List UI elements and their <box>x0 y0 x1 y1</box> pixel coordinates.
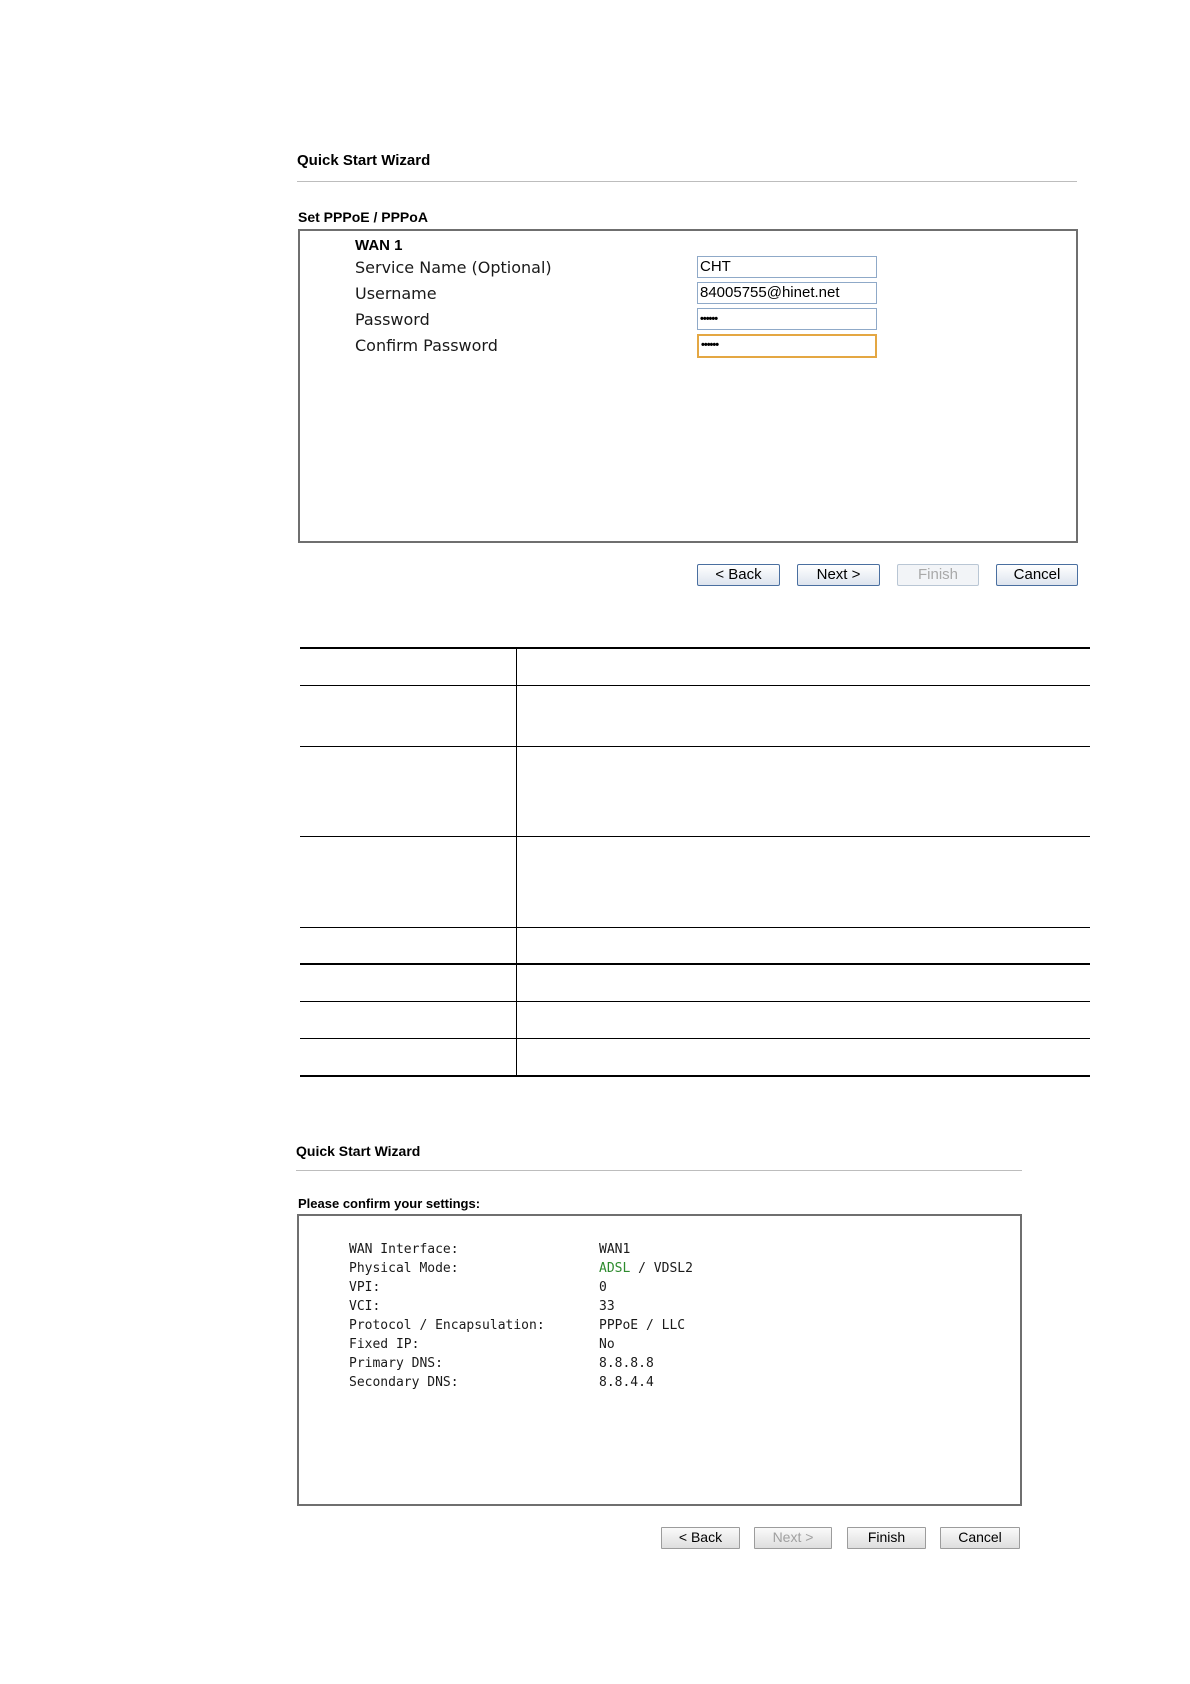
wizard2-title-divider <box>296 1170 1022 1171</box>
confirm-password-input[interactable]: •••••• <box>697 334 877 358</box>
fixed-ip-value: No <box>599 1337 615 1352</box>
wan-label: WAN 1 <box>355 237 403 254</box>
password-input[interactable]: •••••• <box>697 308 877 330</box>
username-input[interactable]: 84005755@hinet.net <box>697 282 877 304</box>
pppoe-settings-panel <box>298 229 1078 543</box>
table-row-divider <box>300 836 1090 837</box>
physical-mode-rest: / VDSL2 <box>630 1261 693 1276</box>
password-label: Password <box>355 310 430 329</box>
secondary-dns-label: Secondary DNS: <box>349 1375 459 1390</box>
pppoe-section-title: Set PPPoE / PPPoA <box>298 209 428 225</box>
wan-interface-label: WAN Interface: <box>349 1242 459 1257</box>
secondary-dns-value: 8.8.4.4 <box>599 1375 654 1390</box>
back-button[interactable]: < Back <box>697 564 780 586</box>
table-row-divider <box>300 1038 1090 1039</box>
physical-mode-adsl: ADSL <box>599 1261 631 1276</box>
finish-button[interactable]: Finish <box>897 564 979 586</box>
primary-dns-value: 8.8.8.8 <box>599 1356 654 1371</box>
wizard1-title: Quick Start Wizard <box>297 152 431 169</box>
wizard1-title-divider <box>297 181 1077 182</box>
table-top-border <box>300 647 1090 649</box>
next-button[interactable]: Next > <box>754 1527 832 1549</box>
physical-mode-label: Physical Mode: <box>349 1261 459 1276</box>
table-bottom-border <box>300 1075 1090 1077</box>
fixed-ip-label: Fixed IP: <box>349 1337 420 1352</box>
protocol-value: PPPoE / LLC <box>599 1318 686 1333</box>
table-column-divider <box>516 648 517 1076</box>
table-row-divider <box>300 685 1090 686</box>
vci-label: VCI: <box>349 1299 381 1314</box>
protocol-label: Protocol / Encapsulation: <box>349 1318 545 1333</box>
confirm-password-label: Confirm Password <box>355 336 498 355</box>
table-row-divider <box>300 746 1090 747</box>
confirm-settings-panel <box>297 1214 1022 1506</box>
wizard2-title: Quick Start Wizard <box>296 1143 421 1159</box>
vpi-value: 0 <box>599 1280 607 1295</box>
username-label: Username <box>355 284 437 303</box>
cancel-button[interactable]: Cancel <box>940 1527 1020 1549</box>
physical-mode-value <box>599 1261 693 1276</box>
wan-interface-value: WAN1 <box>599 1242 631 1257</box>
next-button[interactable]: Next > <box>797 564 880 586</box>
service-name-label: Service Name (Optional) <box>355 258 552 277</box>
table-row-divider <box>300 963 1090 965</box>
confirm-section-title: Please confirm your settings: <box>298 1196 481 1211</box>
vci-value: 33 <box>599 1299 615 1314</box>
table-row-divider <box>300 1001 1090 1002</box>
back-button[interactable]: < Back <box>661 1527 740 1549</box>
cancel-button[interactable]: Cancel <box>996 564 1078 586</box>
table-row-divider <box>300 927 1090 928</box>
service-name-input[interactable]: CHT <box>697 256 877 278</box>
vpi-label: VPI: <box>349 1280 381 1295</box>
primary-dns-label: Primary DNS: <box>349 1356 443 1371</box>
finish-button[interactable]: Finish <box>847 1527 926 1549</box>
